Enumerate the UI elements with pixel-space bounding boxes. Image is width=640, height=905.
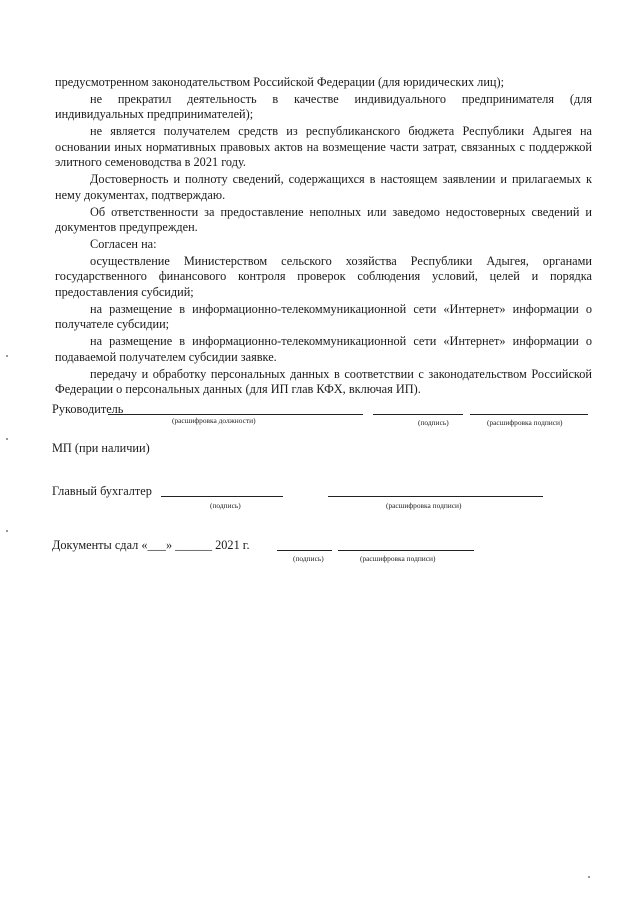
submitted-sign-line[interactable]	[277, 550, 332, 551]
accountant-decode-line[interactable]	[328, 496, 543, 497]
paragraph-reliability: Достоверность и полноту сведений, содержащихся в настоящем заявлении и прилагаемых к нему документах, подтверждаю.	[55, 172, 592, 202]
stamp-label: МП (при наличии)	[52, 441, 150, 455]
paragraph-not-ceased: не прекратил деятельность в качестве индивидуального предпринимателя (для индивидуальных предпринимателей);	[55, 92, 592, 122]
accountant-caption-sign: (подпись)	[210, 501, 241, 510]
paragraph-agree-application-info: на размещение в информационно-телекоммуникационной сети «Интернет» информации о подаваемой получателем субсидии заявке.	[55, 334, 592, 364]
scan-speck	[588, 876, 590, 878]
paragraph-agree-inspection: осуществление Министерством сельского хозяйства Республики Адыгея, органами государственного финансового контроля проверок соблюдения условий, целей и порядка предоставления субсидий;	[55, 254, 592, 299]
paragraph-agree-recipient-info: на размещение в информационно-телекоммуникационной сети «Интернет» информации о получателе субсидии;	[55, 301, 592, 332]
accountant-sign-line[interactable]	[161, 496, 283, 497]
submitted-decode-line[interactable]	[338, 550, 474, 551]
accountant-caption-decode: (расшифровка подписи)	[386, 501, 462, 510]
body-text	[55, 75, 592, 399]
head-caption-sign: (подпись)	[418, 418, 449, 427]
head-decode-line[interactable]	[470, 414, 588, 415]
head-sign-line[interactable]	[373, 414, 463, 415]
paragraph-agree-personal-data: передачу и обработку персональных данных в соответствии с законодательством Российской Федерации о персональных данных (для ИП глав КФХ, включая ИП).	[55, 366, 592, 397]
paragraph-responsibility: Об ответственности за предоставление неполных или заведомо недостоверных сведений и документов предупрежден.	[55, 204, 592, 235]
head-caption-position: (расшифровка должности)	[172, 416, 256, 425]
scan-speck	[6, 530, 8, 532]
submitted-label: Документы сдал «___» ______ 2021 г.	[52, 538, 250, 552]
paragraph-agree: Согласен на:	[90, 237, 157, 252]
paragraph-legal-entities: предусмотренном законодательством Российской Федерации (для юридических лиц);	[55, 75, 504, 89]
submitted-caption-decode: (расшифровка подписи)	[360, 554, 436, 563]
submitted-caption-sign: (подпись)	[293, 554, 324, 563]
paragraph-not-recipient: не является получателем средств из республиканского бюджета Республики Адыгея на основании иных нормативных правовых актов на возмещение части затрат, связанных с поддержкой элитного семеноводства в 2021 году.	[55, 124, 592, 170]
head-caption-decode: (расшифровка подписи)	[487, 418, 563, 427]
scan-speck	[6, 355, 8, 357]
head-label: Руководитель	[52, 402, 124, 416]
head-position-line[interactable]	[108, 414, 363, 415]
scan-speck	[6, 438, 8, 440]
accountant-label: Главный бухгалтер	[52, 484, 152, 498]
